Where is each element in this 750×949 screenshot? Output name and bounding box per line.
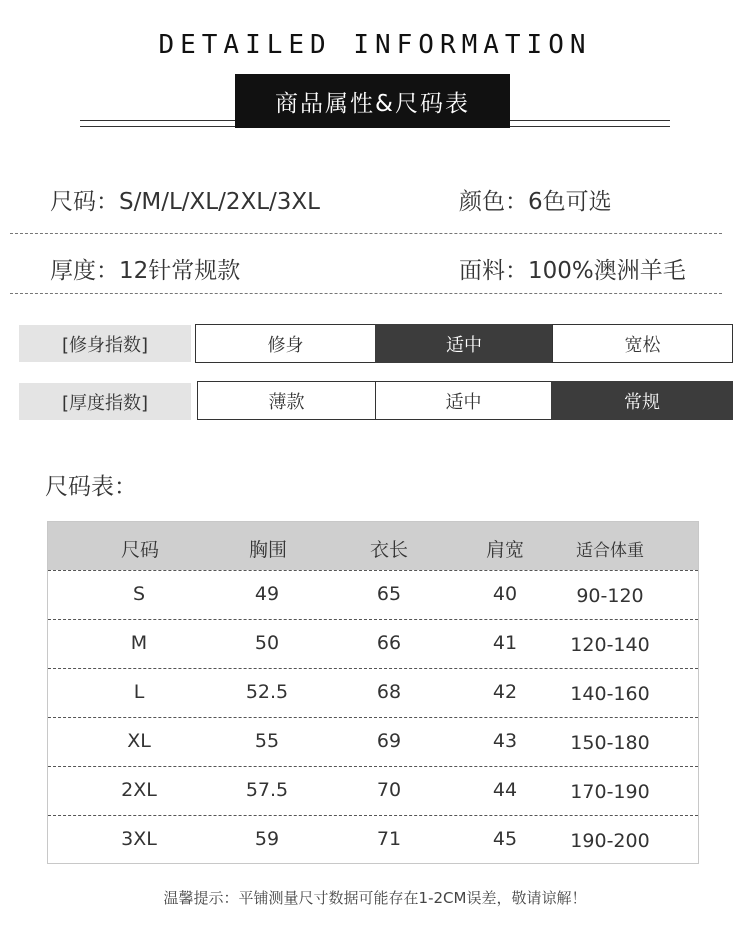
cell-chest: 57.5: [245, 779, 289, 801]
table-row: [48, 717, 698, 766]
fit-option-loose: 宽松: [552, 324, 733, 363]
cell-size: XL: [127, 730, 151, 752]
row-divider: [48, 619, 698, 620]
attr-fabric: 面料：100%澳洲羊毛: [459, 258, 686, 284]
cell-chest: 50: [254, 632, 280, 654]
row-divider: [48, 766, 698, 767]
thickness-index-label: [厚度指数]: [19, 383, 191, 420]
cell-size: 3XL: [121, 828, 157, 850]
row-divider: [48, 815, 698, 816]
cell-length: 71: [376, 828, 402, 850]
thickness-option-regular: 常规: [551, 381, 733, 420]
table-row: [48, 668, 698, 717]
attr-size: 尺码：S/M/L/XL/2XL/3XL: [50, 189, 320, 215]
measurement-note: 温馨提示：平铺测量尺寸数据可能存在1-2CM误差，敬请谅解！: [163, 889, 587, 907]
header-weight: 适合体重: [576, 541, 644, 561]
size-table: [47, 521, 699, 864]
cell-shoulder: 45: [492, 828, 518, 850]
table-row: [48, 815, 698, 864]
cell-weight: 190-200: [570, 830, 650, 852]
divider: [10, 293, 722, 294]
cell-length: 66: [376, 632, 402, 654]
cell-size: 2XL: [121, 779, 157, 801]
cell-chest: 52.5: [245, 681, 289, 703]
cell-size: M: [130, 632, 148, 654]
attr-color: 颜色：6色可选: [459, 189, 612, 215]
fit-option-slim: 修身: [195, 324, 376, 363]
header-shoulder: 肩宽: [485, 539, 525, 561]
fit-option-regular: 适中: [375, 324, 553, 363]
table-row: [48, 619, 698, 668]
table-row: [48, 570, 698, 619]
cell-chest: 59: [254, 828, 280, 850]
cell-size: L: [133, 681, 145, 703]
cell-length: 68: [376, 681, 402, 703]
cell-weight: 170-190: [570, 781, 650, 803]
heading-chinese: 商品属性&尺码表: [235, 74, 510, 128]
cell-chest: 49: [254, 583, 280, 605]
thickness-option-thin: 薄款: [197, 381, 376, 420]
fit-index-label: [修身指数]: [19, 325, 191, 362]
row-divider: [48, 668, 698, 669]
heading-english: DETAILED INFORMATION: [158, 30, 592, 60]
cell-weight: 90-120: [576, 585, 644, 607]
cell-shoulder: 43: [492, 730, 518, 752]
header-size: 尺码: [120, 539, 160, 561]
cell-shoulder: 42: [492, 681, 518, 703]
header-chest: 胸围: [248, 539, 288, 561]
table-row: [48, 766, 698, 815]
divider: [10, 233, 722, 234]
cell-length: 70: [376, 779, 402, 801]
cell-size: S: [132, 583, 146, 605]
row-divider: [48, 570, 698, 571]
cell-shoulder: 44: [492, 779, 518, 801]
cell-weight: 150-180: [570, 732, 650, 754]
cell-weight: 140-160: [570, 683, 650, 705]
cell-length: 65: [376, 583, 402, 605]
cell-weight: 120-140: [570, 634, 650, 656]
row-divider: [48, 717, 698, 718]
thickness-option-medium: 适中: [375, 381, 552, 420]
cell-chest: 55: [254, 730, 280, 752]
cell-length: 69: [376, 730, 402, 752]
header-length: 衣长: [369, 539, 409, 561]
cell-shoulder: 41: [492, 632, 518, 654]
attr-thickness: 厚度：12针常规款: [50, 258, 241, 284]
table-header: [48, 522, 698, 570]
size-table-title: 尺码表：: [45, 474, 137, 500]
cell-shoulder: 40: [492, 583, 518, 605]
